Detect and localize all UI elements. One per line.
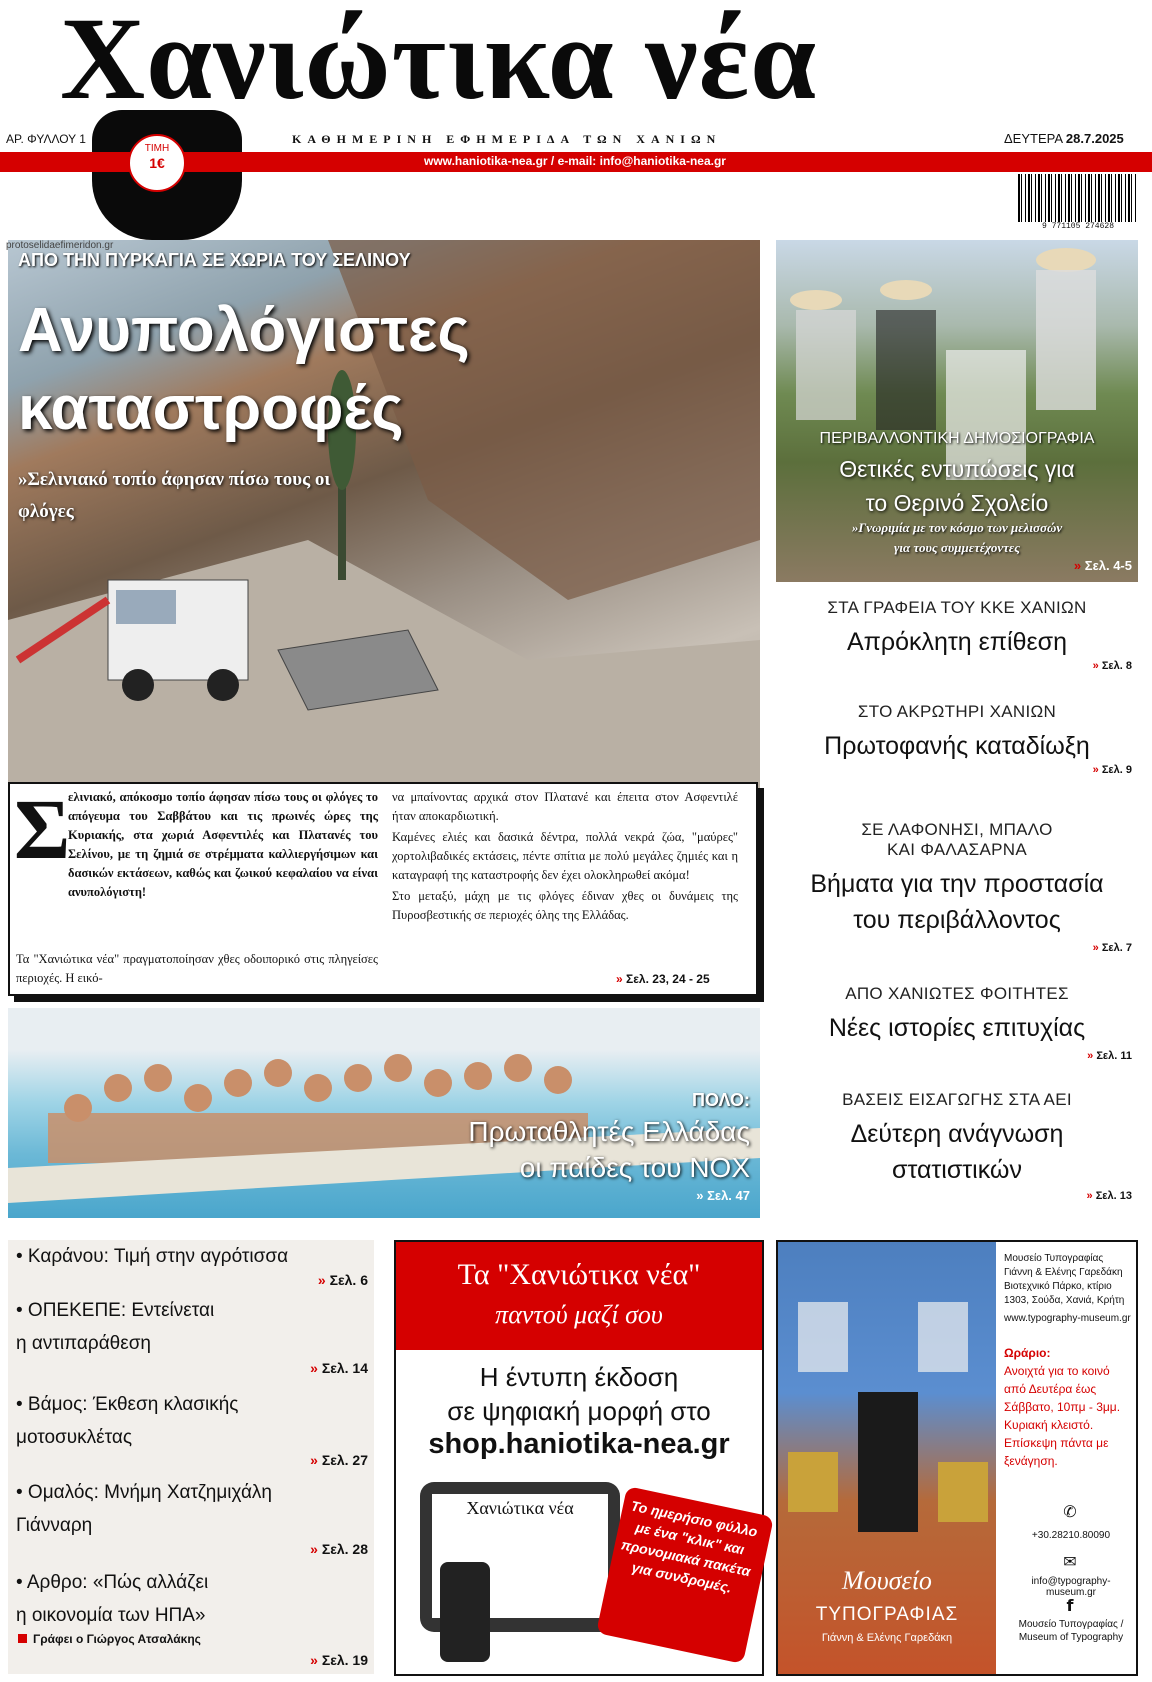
- feature-subhead-line2: για τους συμμετέχοντες: [893, 540, 1021, 555]
- issue-number: ΑΡ. ΦΥΛΛΟΥ 1: [6, 132, 86, 146]
- chevron-right-icon: »: [1092, 660, 1099, 672]
- chevron-right-icon: »: [310, 1652, 318, 1668]
- chevron-right-icon: »: [310, 1541, 318, 1557]
- story-headline-line2: στατιστικών: [892, 1156, 1022, 1184]
- museum-logo-sub: ΤΥΠΟΓΡΑΦΙΑΣ: [815, 1604, 959, 1625]
- tagline: ΚΑΘΗΜΕΡΙΝΗ ΕΦΗΜΕΡΙΔΑ ΤΩΝ ΧΑΝΙΩΝ: [292, 132, 722, 146]
- feature-headline-line1: Θετικές εντυπώσεις για: [839, 456, 1075, 482]
- chevron-right-icon: »: [616, 972, 623, 986]
- polo-headline-line2: οι παίδες του ΝΟΧ: [519, 1152, 750, 1183]
- lead-page-ref-text: Σελ. 23, 24 - 25: [626, 972, 710, 986]
- story-page-ref: [1087, 1050, 1132, 1062]
- lead-subhead: »Σελινιακό τοπίο άφησαν πίσω τους οι φλόγες: [18, 469, 331, 522]
- brief-item[interactable]: [16, 1294, 366, 1360]
- tablet-title: Χανιώτικα νέα: [466, 1498, 574, 1518]
- feature-headline[interactable]: [776, 452, 1138, 520]
- polo-photo[interactable]: [8, 1008, 760, 1218]
- lead-col2-p3: Στο μεταξύ, μάχη με τις φλόγες έδιναν χθες οι δυνάμεις της Πυροσβεστικής σε περιοχές όλης της Ελλάδας.: [392, 889, 738, 922]
- chevron-right-icon: »: [1087, 1050, 1094, 1062]
- lead-col2-p1: να μπαίνοντας αρχικά στον Πλατανέ και έπειτα στον Ασφεντιλέ ήταν αποκαρδιωτική.: [392, 790, 738, 823]
- polo-photo-scene: [8, 1008, 760, 1218]
- digital-ad-body-line2: σε ψηφιακή μορφή στο: [447, 1396, 711, 1426]
- writer-credit: [18, 1632, 201, 1646]
- story-kicker: ΣΤΑ ΓΡΑΦΕΙΑ ΤΟΥ ΚΚΕ ΧΑΝΙΩΝ: [827, 598, 1087, 617]
- chevron-right-icon: »: [1086, 1190, 1093, 1202]
- polo-page-ref[interactable]: [640, 1188, 750, 1203]
- museum-website[interactable]: www.typography-museum.gr: [1004, 1313, 1131, 1324]
- lead-page-ref[interactable]: [616, 972, 710, 986]
- brief-page-ref: [8, 1272, 368, 1288]
- price-value: 1€: [149, 155, 165, 171]
- barcode-number: 9 771105 274628: [1041, 222, 1114, 231]
- story-students[interactable]: [776, 984, 1138, 1064]
- brief-item[interactable]: [16, 1476, 366, 1542]
- museum-address: [1004, 1252, 1134, 1326]
- brief-page-ref-text: Σελ. 27: [321, 1452, 368, 1468]
- story-headline: Πρωτοφανής καταδίωξη: [824, 732, 1090, 760]
- polo-kicker: ΠΟΛΟ:: [691, 1090, 750, 1110]
- lead-headline-line2: καταστροφές: [18, 374, 404, 443]
- story-kke[interactable]: [776, 598, 1138, 678]
- writer-credit-text: Γράφει ο Γιώργος Ατσαλάκης: [33, 1632, 201, 1646]
- brief-page-ref-text: Σελ. 6: [329, 1272, 368, 1288]
- issue-date: [1004, 131, 1124, 146]
- brief-line2: η αντιπαράθεση: [16, 1333, 152, 1354]
- issue-date-value: 28.7.2025: [1065, 131, 1124, 146]
- museum-phone[interactable]: +30.28210.80090: [1031, 1530, 1111, 1541]
- chevron-right-icon: »: [310, 1452, 318, 1468]
- issue-day: ΔΕΥΤΕΡΑ: [1004, 131, 1063, 146]
- story-headline-line1: Βήματα για την προστασία: [810, 870, 1104, 898]
- story-kicker-line2: ΚΑΙ ΦΑΛΑΣΑΡΝΑ: [887, 840, 1027, 859]
- museum-hours-title: Ωράριο:: [1004, 1346, 1051, 1360]
- story-page-ref: [1093, 764, 1132, 776]
- brief-page-ref-text: Σελ. 28: [321, 1541, 368, 1557]
- story-page-ref: [1093, 660, 1132, 672]
- brief-line2: η οικονομία των ΗΠΑ»: [16, 1605, 206, 1626]
- lead-col2: [392, 788, 738, 927]
- chevron-right-icon: »: [1092, 764, 1099, 776]
- museum-address-text: Μουσείο Τυπογραφίας Γιάννη & Ελένης Γαρεδάκη Βιοτεχνικό Πάρκο, κτίριο 1303, Σούδα, Χανιά, Κρήτη: [1004, 1253, 1125, 1306]
- brief-item[interactable]: [16, 1388, 366, 1454]
- lead-dropcap: Σ: [14, 781, 71, 877]
- chevron-right-icon: »: [1092, 942, 1099, 954]
- story-page-ref-text: Σελ. 13: [1095, 1190, 1132, 1202]
- brief-line1: • Αρθρο: «Πώς αλλάζει: [16, 1572, 209, 1593]
- brief-line1: • ΟΠΕΚΕΠΕ: Εντείνεται: [16, 1300, 215, 1321]
- feature-kicker: ΠΕΡΙΒΑΛΛΟΝΤΙΚΗ ΔΗΜΟΣΙΟΓΡΑΦΙΑ: [819, 430, 1095, 447]
- brief-page-ref-text: Σελ. 14: [321, 1360, 368, 1376]
- email-icon: ✉: [1063, 1552, 1077, 1571]
- brief-page-ref: [8, 1452, 368, 1468]
- chevron-right-icon: »: [317, 1272, 326, 1288]
- brief-line1: • Ομαλός: Μνήμη Χατζημιχάλη: [16, 1482, 272, 1503]
- lead-col1-bold: ελινιακό, απόκοσμο τοπίο άφησαν πίσω τους οι φλόγες το απόγευμα του Σαββάτου και τις πρωινές ώρες της Κυριακής, στα χωριά Ασφεντιλές και Πλατανές του Σελίνου, με τη ζημιά σε στρέμματα καλλιεργήσιμων και δασικών εκτάσεων, καθώς και ζωικού κεφαλαίου να είναι ανυπολόγιστη!: [68, 790, 378, 899]
- brief-item[interactable]: [16, 1566, 366, 1632]
- chevron-right-icon: »: [310, 1360, 318, 1376]
- story-aei[interactable]: [776, 1090, 1138, 1210]
- phone-device-icon: [440, 1562, 490, 1662]
- brief-page-ref: [8, 1360, 368, 1376]
- story-page-ref-text: Σελ. 7: [1101, 942, 1132, 954]
- lead-col1-regular: Τα "Χανιώτικα νέα" πραγματοποίησαν χθες οδοιπορικό στις πληγείσες περιοχές. Η εικό-: [16, 952, 378, 985]
- story-page-ref: [1093, 942, 1132, 954]
- digital-ad-slogan: παντού μαζί σου: [495, 1300, 663, 1329]
- brief-line2: Γιάνναρη: [16, 1515, 93, 1536]
- story-kicker: ΑΠΟ ΧΑΝΙΩΤΕΣ ΦΟΙΤΗΤΕΣ: [845, 984, 1069, 1003]
- chevron-right-icon: »: [1073, 558, 1082, 573]
- story-kicker: ΒΑΣΕΙΣ ΕΙΣΑΓΩΓΗΣ ΣΤΑ ΑΕΙ: [842, 1090, 1072, 1109]
- brief-line1: • Βάμος: Έκθεση κλασικής: [16, 1394, 239, 1415]
- polo-page-ref-text: Σελ. 47: [707, 1188, 750, 1203]
- feature-subhead: [776, 518, 1138, 558]
- lead-headline-line1: Ανυπολόγιστες: [18, 296, 470, 365]
- digital-ad-body: [396, 1360, 762, 1428]
- story-headline: Απρόκλητη επίθεση: [846, 628, 1067, 656]
- barcode: [1018, 174, 1138, 222]
- brief-page-ref-text: Σελ. 19: [321, 1652, 368, 1668]
- story-page-ref-text: Σελ. 8: [1101, 660, 1132, 672]
- polo-headline[interactable]: [360, 1114, 750, 1186]
- brief-page-ref: [8, 1541, 368, 1557]
- story-kicker: ΣΤΟ ΑΚΡΩΤΗΡΙ ΧΑΝΙΩΝ: [857, 702, 1057, 721]
- story-page-ref: [1087, 1190, 1132, 1202]
- digital-ad-body-line1: Η έντυπη έκδοση: [479, 1362, 679, 1392]
- facebook-icon: f: [1066, 1596, 1074, 1615]
- square-bullet-icon: [18, 1634, 27, 1643]
- feature-subhead-line1: »Γνωριμία με τον κόσμο των μελισσών: [851, 520, 1063, 535]
- phone-icon: ✆: [1063, 1502, 1077, 1521]
- story-page-ref-text: Σελ. 9: [1101, 764, 1132, 776]
- masthead-title: Χανιώτικα νέα: [60, 0, 818, 124]
- story-akrotiri[interactable]: [776, 702, 1138, 782]
- price-label: ΤΙΜΗ: [144, 143, 170, 154]
- promo-text: Το ημερήσιο φύλλο με ένα "κλικ" και προνομιακά πακέτα για συνδρομές.: [619, 1497, 759, 1596]
- museum-email[interactable]: info@typography-museum.gr: [1031, 1576, 1111, 1598]
- museum-facebook[interactable]: Μουσείο Τυπογραφίας / Museum of Typography: [1018, 1619, 1124, 1643]
- digital-ad-url[interactable]: shop.haniotika-nea.gr: [428, 1428, 730, 1460]
- museum-logo-title: Μουσείο: [842, 1566, 932, 1595]
- brief-line2: μοτοσυκλέτας: [16, 1427, 133, 1448]
- museum-logo-names: Γιάννη & Ελένης Γαρεδάκη: [821, 1632, 953, 1644]
- feature-page-ref[interactable]: [1010, 558, 1132, 573]
- lead-kicker: ΑΠΟ ΤΗΝ ΠΥΡΚΑΓΙΑ ΣΕ ΧΩΡΙΑ ΤΟΥ ΣΕΛΙΝΟΥ: [18, 250, 411, 270]
- price-badge: [128, 134, 186, 192]
- feature-headline-line2: το Θερινό Σχολείο: [865, 490, 1049, 516]
- digital-ad-title: Τα "Χανιώτικα νέα": [457, 1258, 701, 1291]
- feature-page-ref-text: Σελ. 4-5: [1084, 558, 1132, 573]
- lead-headline[interactable]: [18, 292, 470, 448]
- story-kicker-line1: ΣΕ ΛΑΦΟΝΗΣΙ, ΜΠΑΛΟ: [861, 820, 1053, 839]
- polo-headline-line1: Πρωταθλητές Ελλάδας: [468, 1116, 750, 1147]
- contact-line[interactable]: www.haniotika-nea.gr / e-mail: info@haniotika-nea.gr: [424, 154, 726, 168]
- brief-page-ref: [8, 1652, 368, 1668]
- story-environment[interactable]: [776, 820, 1138, 960]
- story-page-ref-text: Σελ. 11: [1096, 1050, 1132, 1062]
- chevron-right-icon: »: [696, 1188, 704, 1203]
- museum-hours: Ανοιχτά για το κοινό από Δευτέρα έως Σάββατο, 10πμ - 3μμ. Κυριακή κλειστό. Επίσκεψη πάντα με ξενάγηση.: [1004, 1364, 1121, 1468]
- story-headline-line2: του περιβάλλοντος: [853, 906, 1061, 934]
- story-headline: Νέες ιστορίες επιτυχίας: [828, 1014, 1086, 1042]
- story-headline-line1: Δεύτερη ανάγνωση: [850, 1120, 1064, 1148]
- brief-item[interactable]: • Καράνου: Τιμή στην αγρότισσα: [16, 1246, 289, 1267]
- lead-col2-p2: Καμένες ελιές και δασικά δέντρα, πολλά νεκρά ζώα, "μαύρες" χορτολιβαδικές εκτάσεις, πέντε σπίτια με πολύ μεγάλες ζημιές και η καταγραφή της καταστροφής δεν έχει ολοκληρωθεί ακόμα!: [392, 830, 738, 882]
- watermark: protoselidaefimeridon.gr: [6, 240, 114, 251]
